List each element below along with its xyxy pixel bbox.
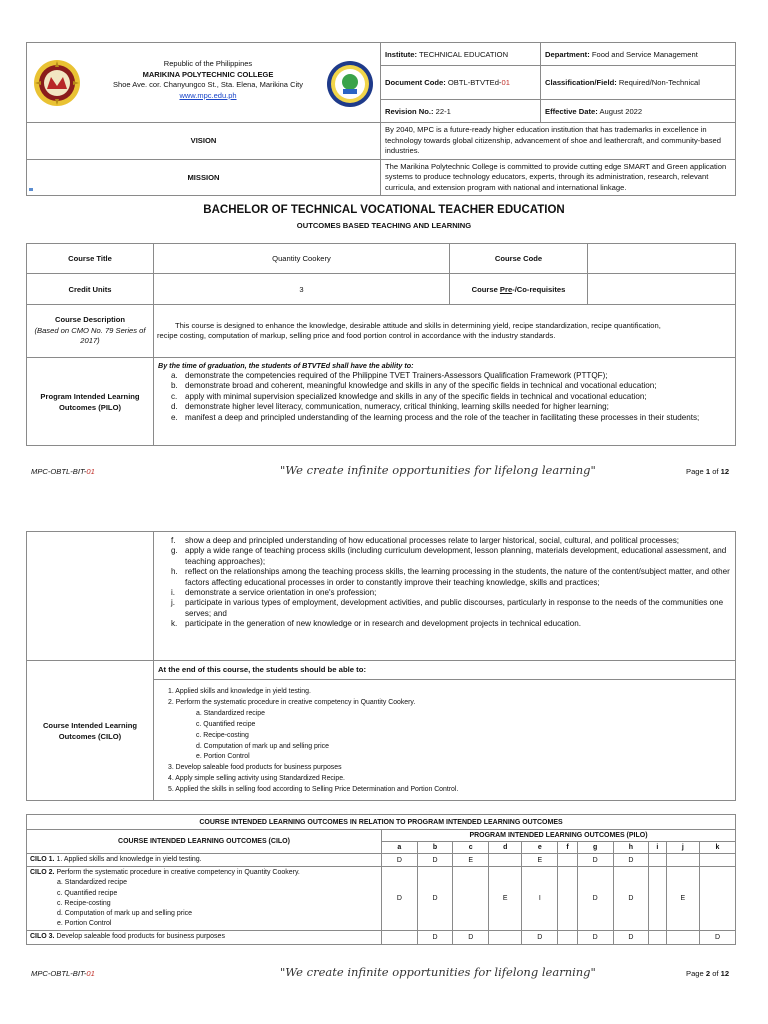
matrix-cell: E [453, 854, 489, 867]
revision-cell: Revision No.: 22-1 [381, 100, 541, 123]
footer-code-2: MPC-OBTL-BIT-01 [31, 969, 95, 978]
matrix-cell [649, 867, 666, 931]
course-title-label: Course Title [27, 244, 154, 274]
matrix-cell: D [417, 854, 453, 867]
pilo-list-continued [158, 536, 731, 630]
credit-units-value: 3 [154, 274, 450, 305]
pilo-item: f. show a deep and principled understanding of how educational processes relate to larger historical, social, cultural, and political processes; [171, 536, 680, 545]
matrix-letter-header: h [613, 842, 649, 854]
pilo-intro: By the time of graduation, the students of BTVTEd shall have the ability to: [158, 361, 414, 370]
vision-label: VISION [27, 123, 381, 160]
republic-text: Republic of the Philippines [163, 59, 253, 68]
matrix-row-label: CILO 2. Perform the systematic procedure in creative competency in Quantity Cookery. a. Standardized recipe c. Quantified recipe c. Recipe-costing d. Computation of mark up and selling price e. Portion Control [27, 867, 382, 931]
course-code-label: Course Code [450, 244, 588, 274]
matrix-cell [666, 931, 699, 944]
matrix-letter-header: b [417, 842, 453, 854]
matrix-cell: D [577, 931, 613, 944]
pilo-label: Program Intended Learning Outcomes (PILO) [27, 358, 154, 446]
matrix-row-label: CILO 1. 1. Applied skills and knowledge in yield testing. [27, 854, 382, 867]
pilo-item: a. demonstrate the competencies required of the Philippine TVET Trainers-Assessors Qualification Framework (PTTQF); [171, 371, 608, 380]
matrix-cell: D [382, 854, 418, 867]
document-header-table [26, 42, 736, 196]
matrix-cell [489, 931, 522, 944]
page-number-2: Page 2 of 12 [686, 969, 730, 978]
matrix-cell: I [522, 867, 558, 931]
pilo-item: c. apply with minimal supervision specialized knowledge and skills in any of the specific fields in technical and vocational education; [171, 391, 647, 401]
prerequisites-value [588, 274, 736, 305]
matrix-cell: E [666, 867, 699, 931]
matrix-row-label: CILO 3. Develop saleable food products for business purposes [27, 931, 382, 944]
mission-text: The Marikina Polytechnic College is committed to provide cutting edge SMART and Green application systems to produce technology educators, experts, through its administration, research, relevant curricula, and extension program with national and international linkage. [381, 159, 736, 196]
cilo-list [154, 680, 735, 796]
cilo-item: 3. Develop saleable food products for business purposes [168, 764, 342, 772]
matrix-row [27, 867, 736, 931]
program-title: BACHELOR OF TECHNICAL VOCATIONAL TEACHER EDUCATION [203, 204, 565, 216]
cilo-item: d. Computation of mark up and selling price [196, 742, 329, 750]
pilo-list [158, 371, 731, 423]
cilo-item: 5. Applied the skills in selling food according to Selling Price Determination and Portion Control. [168, 786, 459, 794]
matrix-cell [489, 854, 522, 867]
matrix-row [27, 931, 736, 944]
pilo-item: i. demonstrate a service orientation in one's profession; [171, 588, 377, 598]
page-number-1: Page 1 of 12 [686, 467, 730, 476]
matrix-cell: D [577, 854, 613, 867]
pilo-continued-content [154, 532, 736, 661]
matrix-letter-header: a [382, 842, 418, 854]
matrix-cell [649, 854, 666, 867]
pilo-item: e. manifest a deep and principled understanding of the learning process and the role of the teacher in facilitating these processes in their students; [171, 412, 700, 422]
cilo-item: 4. Apply simple selling activity using Standardized Recipe. [168, 775, 345, 783]
mission-label: MISSION [27, 159, 381, 196]
footer-tagline-2: "We create infinite opportunities for lifelong learning" [280, 965, 596, 979]
cilo-item: 1. Applied skills and knowledge in yield testing. [168, 688, 311, 695]
matrix-title: COURSE INTENDED LEARNING OUTCOMES IN RELATION TO PROGRAM INTENDED LEARNING OUTCOMES [27, 815, 736, 830]
institute-cell: Institute: TECHNICAL EDUCATION [381, 43, 541, 66]
department-cell: Department: Food and Service Management [541, 43, 736, 66]
cilo-item: c. Recipe-costing [196, 731, 249, 739]
pilo-item: b. demonstrate broad and coherent, meaningful knowledge and skills in any of the specific fields in technical and vocational education; [171, 381, 657, 391]
matrix-cell: D [577, 867, 613, 931]
matrix-cell: D [700, 931, 736, 944]
matrix-cell: D [417, 867, 453, 931]
matrix-letter-header: i [649, 842, 666, 854]
document-code-cell: Document Code: OBTL-BTVTEd-01 [381, 66, 541, 100]
matrix-cell: D [613, 854, 649, 867]
matrix-cell: D [522, 931, 558, 944]
matrix-cell [700, 854, 736, 867]
pilo-item: h. reflect on the relationships among the teaching process skills, the learning processing in the students, the nature of the content/subject matter, and other factors affecting educational processes in order to constantly improve their teaching knowledge, skills and practices; [171, 567, 730, 587]
matrix-cell [382, 931, 418, 944]
matrix-letter-header: g [577, 842, 613, 854]
matrix-letter-header: f [558, 842, 578, 854]
cilo-item: a. Standardized recipe [196, 709, 265, 717]
matrix-cell [649, 931, 666, 944]
college-name: MARIKINA POLYTECHNIC COLLEGE [142, 69, 274, 79]
small-marker-icon [29, 188, 33, 191]
cilo-pilo-matrix [26, 814, 736, 945]
footer-tagline: "We create infinite opportunities for lifelong learning" [280, 463, 596, 477]
matrix-letter-header: d [489, 842, 522, 854]
matrix-cell [558, 867, 578, 931]
cilo-item: e. Portion Control [196, 753, 250, 761]
college-website-link[interactable]: www.mpc.edu.ph [179, 90, 237, 100]
matrix-letter-header: j [666, 842, 699, 854]
prerequisites-label: Course Pre-/Co-requisites [450, 274, 588, 305]
pilo-content [154, 358, 736, 446]
matrix-cell [700, 867, 736, 931]
matrix-cell: D [613, 931, 649, 944]
cilo-label: Course Intended Learning Outcomes (CILO) [27, 661, 154, 801]
matrix-cell: D [382, 867, 418, 931]
cilo-content [154, 661, 736, 801]
matrix-cell: D [453, 931, 489, 944]
matrix-cell [558, 854, 578, 867]
course-description-label: Course Description (Based on CMO No. 79 Series of 2017) [27, 305, 154, 358]
footer-code: MPC-OBTL-BIT-01 [31, 467, 95, 476]
classification-cell: Classification/Field: Required/Non-Technical [541, 66, 736, 100]
effective-date-cell: Effective Date: August 2022 [541, 100, 736, 123]
cilo-intro: At the end of this course, the students should be able to: [154, 661, 735, 680]
matrix-cell [666, 854, 699, 867]
course-info-table [26, 243, 736, 446]
matrix-letter-header: k [700, 842, 736, 854]
credit-units-label: Credit Units [27, 274, 154, 305]
pilo-item: j. participate in various types of employment, development activities, and public discourses, particularly in response to the needs of the communities one serves; and [171, 598, 724, 618]
matrix-row [27, 854, 736, 867]
matrix-cell: D [417, 931, 453, 944]
matrix-cell: E [489, 867, 522, 931]
pilo-item: d. demonstrate higher level literacy, communication, numeracy, critical thinking, learning skills needed for higher learning; [171, 402, 609, 412]
matrix-cell: D [613, 867, 649, 931]
matrix-letter-header: e [522, 842, 558, 854]
matrix-cell [453, 867, 489, 931]
pilo-item: k. participate in the generation of new knowledge or in research and development projects in technical education. [171, 619, 581, 629]
matrix-cell [558, 931, 578, 944]
matrix-letter-header: c [453, 842, 489, 854]
pilo-item: g. apply a wide range of teaching process skills (including curriculum development, lesson planning, materials development, educational assessment, and teaching approaches); [171, 546, 727, 566]
course-title-value: Quantity Cookery [154, 244, 450, 274]
matrix-cell: E [522, 854, 558, 867]
course-code-value [588, 244, 736, 274]
course-description-text: This course is designed to enhance the knowledge, desirable attitude and skills in determining yield, recipe standardization, recipe quantification, recipe costing, computation of markup, selling price and food portion control in accordance with the industry standards. [154, 305, 736, 358]
cilo-item: 2. Perform the systematic procedure in creative competency in Quantity Cookery. [168, 698, 416, 706]
program-subtitle: OUTCOMES BASED TEACHING AND LEARNING [296, 221, 472, 230]
matrix-pilo-header: PROGRAM INTENDED LEARNING OUTCOMES (PILO) [382, 830, 736, 842]
pilo-continued-table [26, 531, 736, 801]
matrix-cilo-header: COURSE INTENDED LEARNING OUTCOMES (CILO) [27, 830, 382, 854]
college-address: Shoe Ave. cor. Chanyungco St., Sta. Elena, Marikina City [113, 80, 303, 89]
vision-text: By 2040, MPC is a future-ready higher education institution that has trademarks in excellence in technology towards global citizenship, advancement of shoe and leathercraft, and community-based industries. [381, 123, 736, 160]
cilo-item: c. Quantified recipe [196, 720, 256, 728]
